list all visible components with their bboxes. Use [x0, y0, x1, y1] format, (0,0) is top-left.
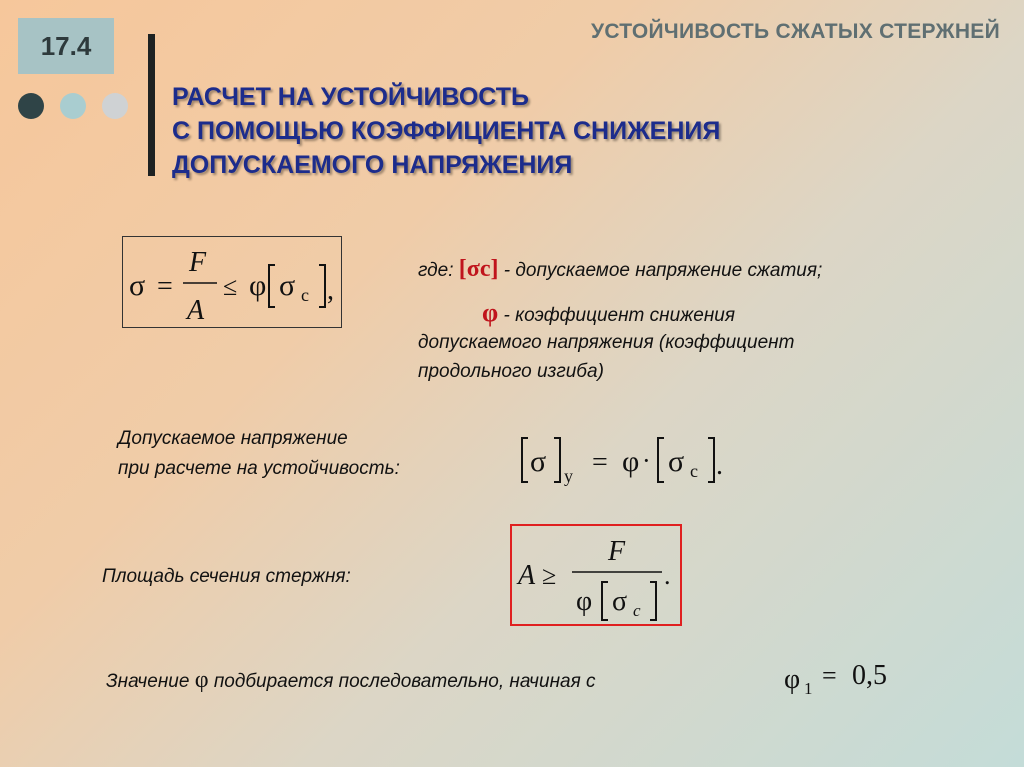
- f1-sigma: σ: [129, 269, 146, 302]
- phi-selection-before: Значение: [106, 671, 190, 692]
- legend-line-1: [418, 256, 822, 283]
- title-divider: [148, 34, 155, 176]
- f2-sigma-c: σ: [668, 445, 685, 478]
- phi1-symbol: φ: [784, 664, 801, 695]
- decor-dot-1: [18, 93, 44, 119]
- f3-left-bracket: [602, 582, 608, 620]
- f1-numerator: F: [189, 247, 207, 278]
- legend-phi-symbol: φ: [482, 298, 499, 327]
- f1-sigma-c: σ: [279, 269, 296, 302]
- area-label: Площадь сечения стержня:: [102, 566, 351, 587]
- phi-selection-after: подбирается последовательно, начиная с: [213, 671, 596, 692]
- f2-sub-y: у: [564, 466, 573, 486]
- allowable-stress-label-2: при расчете на устойчивость:: [118, 458, 400, 479]
- f2-period: .: [716, 450, 723, 481]
- section-title-line-2: С ПОМОЩЬЮ КОЭФФИЦИЕНТА СНИЖЕНИЯ: [172, 117, 721, 145]
- phi1-eq: =: [822, 661, 837, 690]
- f2-left-bracket-2: [658, 438, 664, 482]
- f1-left-bracket: [269, 265, 275, 307]
- f2-right-bracket-1: [554, 438, 560, 482]
- phi1-value: 0,5: [852, 660, 887, 691]
- stability-condition-formula: [123, 237, 341, 327]
- f1-eq: =: [157, 271, 173, 302]
- f3-geq: ≥: [542, 561, 557, 590]
- legend-line-2: [482, 298, 735, 328]
- f3-right-bracket: [650, 582, 656, 620]
- f1-denominator: A: [187, 295, 205, 326]
- f1-comma: ,: [327, 275, 334, 306]
- stability-condition-box: [122, 236, 342, 328]
- phi-selection-text: [106, 667, 596, 694]
- slide-number-badge: [18, 18, 114, 74]
- legend-line-4: продольного изгиба): [418, 361, 604, 382]
- f2-phi: φ: [622, 445, 640, 478]
- header-title: УСТОЙЧИВОСТЬ СЖАТЫХ СТЕРЖНЕЙ: [590, 20, 1000, 43]
- decor-dot-3: [102, 93, 128, 119]
- f2-sigma: σ: [530, 445, 547, 478]
- f3-A: A: [518, 560, 536, 591]
- f1-right-bracket: [319, 265, 325, 307]
- section-title-line-1: РАСЧЕТ НА УСТОЙЧИВОСТЬ: [172, 83, 529, 111]
- section-title: [172, 80, 720, 182]
- legend-sigma-c-symbol: [σc]: [458, 256, 499, 282]
- allowable-stress-label-1: Допускаемое напряжение: [118, 428, 348, 449]
- area-formula: [512, 526, 680, 624]
- f2-sub-c: c: [690, 461, 698, 481]
- phi1-formula: [780, 650, 910, 700]
- allowable-stress-formula: [508, 424, 738, 494]
- slide-number: 17.4: [40, 30, 92, 61]
- legend-line-3: допускаемого напряжения (коэффициент: [418, 332, 795, 353]
- f3-sigma-c: σ: [612, 586, 628, 617]
- f3-period: .: [664, 561, 671, 590]
- f3-phi: φ: [576, 586, 593, 617]
- f2-left-bracket-1: [522, 438, 528, 482]
- f2-right-bracket-2: [708, 438, 714, 482]
- area-formula-box: [510, 524, 682, 626]
- decor-dot-2: [60, 93, 86, 119]
- f2-dot: ·: [642, 446, 651, 475]
- section-title-line-3: ДОПУСКАЕМОГО НАПРЯЖЕНИЯ: [172, 151, 573, 179]
- f2-eq: =: [592, 447, 608, 478]
- f1-leq: ≤: [223, 272, 238, 301]
- f1-sub-c: c: [301, 285, 309, 305]
- phi1-sub: 1: [804, 679, 813, 698]
- phi-selection-phi: φ: [194, 667, 209, 693]
- f3-sub-c: c: [633, 601, 641, 620]
- legend-where: где:: [418, 260, 454, 281]
- legend-line-2-rest: - коэффициент снижения: [503, 305, 735, 326]
- legend-line-1-rest: - допускаемое напряжение сжатия;: [503, 260, 823, 281]
- f3-numerator: F: [608, 536, 626, 567]
- f1-phi: φ: [249, 269, 267, 302]
